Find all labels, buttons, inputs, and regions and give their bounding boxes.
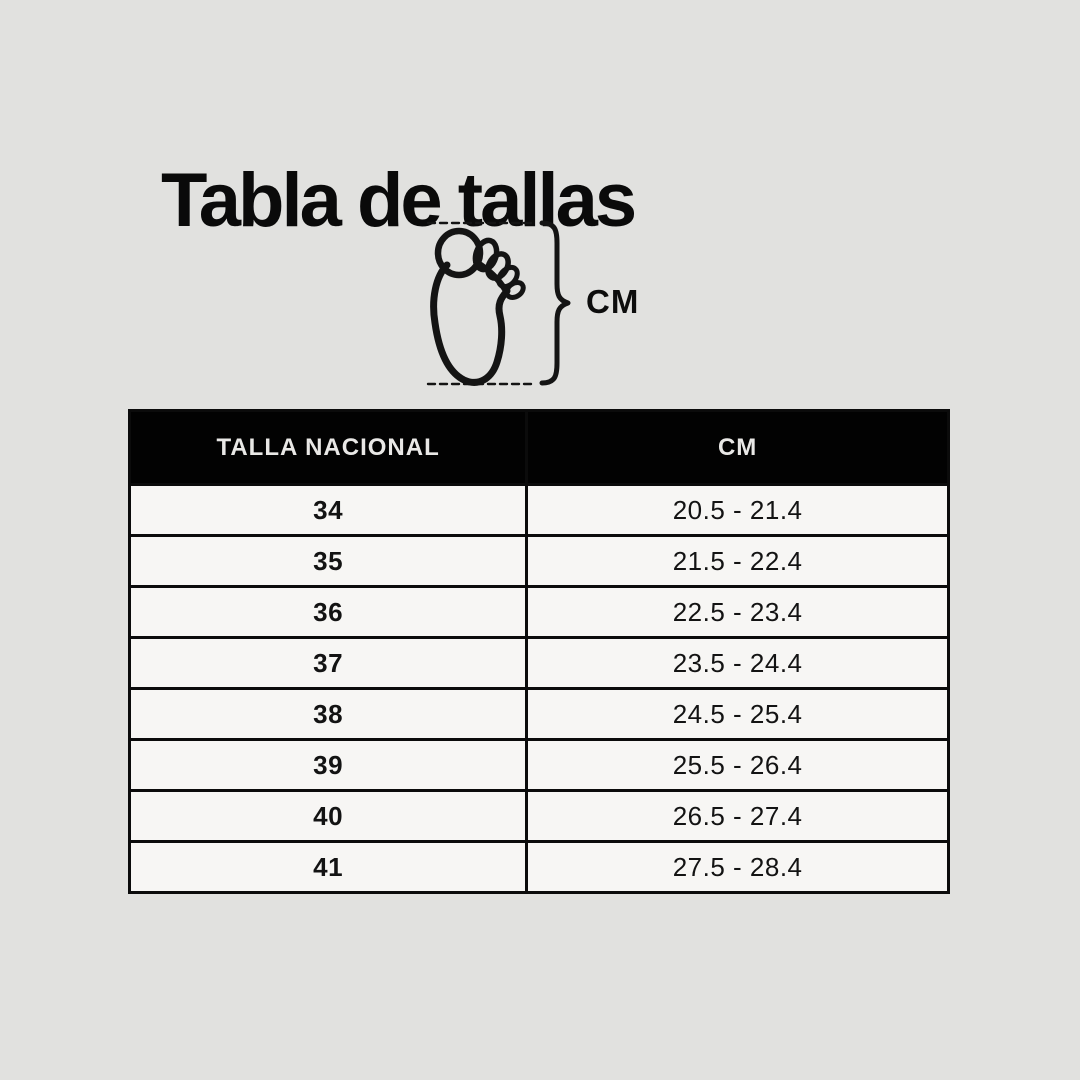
cm-cell: 26.5 - 27.4 [527, 791, 949, 842]
cm-cell: 24.5 - 25.4 [527, 689, 949, 740]
measure-brace-icon [542, 223, 568, 383]
pinky-toe-icon [504, 279, 526, 300]
talla-cell: 38 [130, 689, 527, 740]
cm-cell: 27.5 - 28.4 [527, 842, 949, 893]
table-row [130, 791, 949, 842]
talla-cell: 37 [130, 638, 527, 689]
table-row [130, 689, 949, 740]
size-table [128, 409, 950, 894]
table-row [130, 638, 949, 689]
cm-cell: 22.5 - 23.4 [527, 587, 949, 638]
foot-sole-icon [434, 231, 526, 382]
talla-cell: 35 [130, 536, 527, 587]
talla-cell: 41 [130, 842, 527, 893]
page-title: Tabla de tallas [161, 157, 635, 243]
cm-unit-label: CM [586, 283, 640, 320]
column-header-cm: CM [527, 411, 949, 485]
table-row [130, 536, 949, 587]
cm-cell: 25.5 - 26.4 [527, 740, 949, 791]
table-row [130, 587, 949, 638]
foot-measure-figure [420, 213, 580, 394]
talla-cell: 34 [130, 485, 527, 536]
cm-cell: 20.5 - 21.4 [527, 485, 949, 536]
table-row [130, 740, 949, 791]
cm-cell: 23.5 - 24.4 [527, 638, 949, 689]
cm-cell: 21.5 - 22.4 [527, 536, 949, 587]
talla-cell: 36 [130, 587, 527, 638]
table-header-row [130, 411, 949, 485]
talla-cell: 40 [130, 791, 527, 842]
column-header-talla-nacional: TALLA NACIONAL [130, 411, 527, 485]
table-row [130, 842, 949, 893]
talla-cell: 39 [130, 740, 527, 791]
table-row [130, 485, 949, 536]
